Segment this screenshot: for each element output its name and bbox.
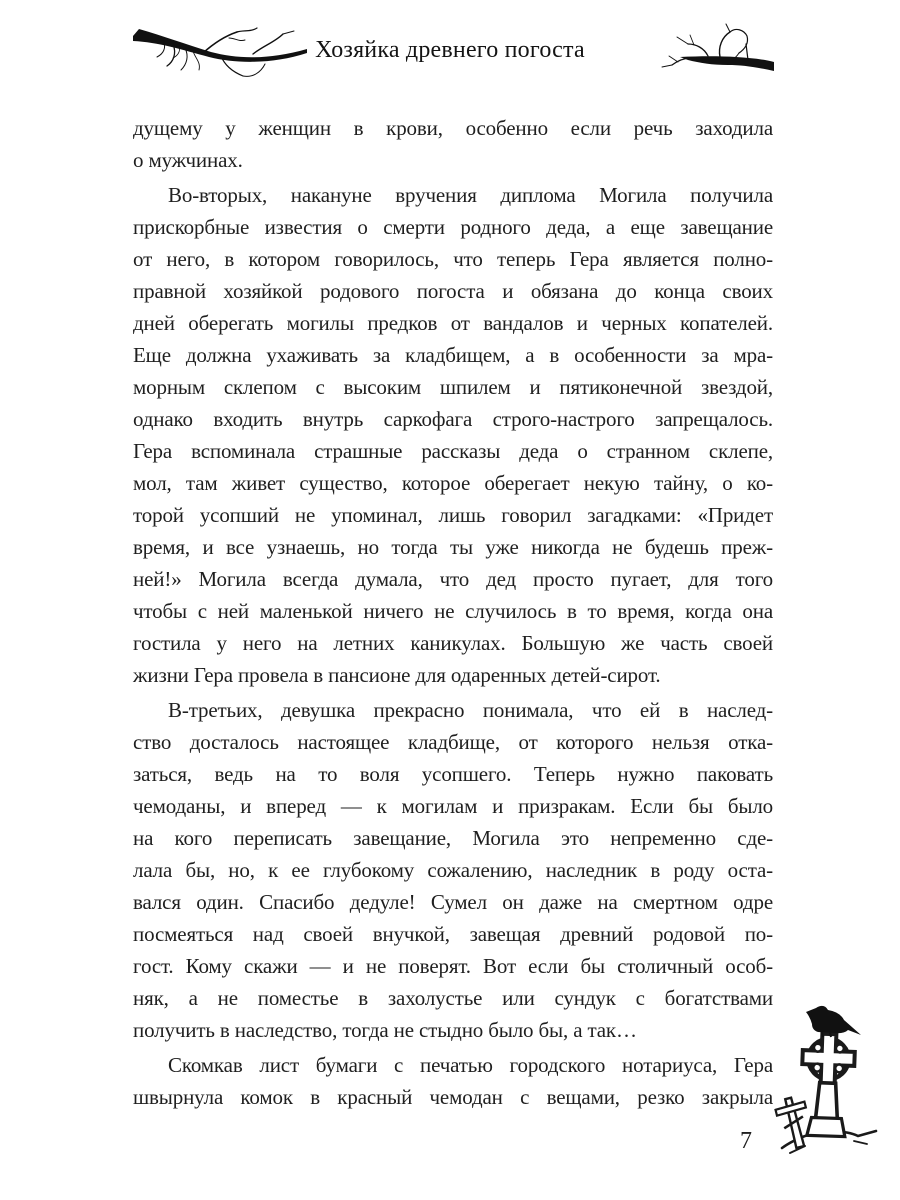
- text-line: лала бы, но, к ее глубокому сожалению, наследник в роду оста-: [133, 858, 773, 882]
- text-line: о мужчинах.: [133, 148, 243, 172]
- text-line: Гера вспоминала страшные рассказы деда о странном склепе,: [133, 439, 773, 463]
- text-line: ство досталось настоящее кладбище, от которого нельзя отка-: [133, 730, 773, 754]
- text-line: няк, а не поместье в захолустье или сундук с богатствами: [133, 986, 773, 1010]
- text-line: Во-вторых, накануне вручения диплома Могила получила: [168, 183, 773, 207]
- raven-silhouette: [806, 1006, 861, 1037]
- paragraph: [133, 694, 773, 1046]
- text-line: заться, ведь на то воля усопшего. Теперь нужно паковать: [133, 762, 773, 786]
- text-line: чемоданы, и вперед — к могилам и призракам. Если бы было: [133, 794, 773, 818]
- text-line: прискорбные известия о смерти родного деда, а еще завещание: [133, 215, 773, 239]
- text-line: получить в наследство, тогда не стыдно было бы, а так…: [133, 1018, 637, 1042]
- text-line: торой усопший не упоминал, лишь говорил загадками: «Придет: [133, 503, 773, 527]
- text-line: дущему у женщин в крови, особенно если речь заходила: [133, 116, 773, 140]
- page-number: 7: [740, 1128, 752, 1154]
- text-line: Еще должна ухаживать за кладбищем, а в особенности за мра-: [133, 343, 773, 367]
- raven-on-celtic-cross-icon: [770, 1002, 880, 1167]
- text-line: жизни Гера провела в пансионе для одаренных детей-сирот.: [133, 663, 661, 687]
- bare-branch-right-icon: [660, 22, 775, 92]
- text-line: Скомкав лист бумаги с печатью городского нотариуса, Гера: [168, 1053, 773, 1077]
- text-line: правной хозяйкой родового погоста и обязана до конца своих: [133, 279, 773, 303]
- paragraph: [133, 112, 773, 176]
- text-line: гостила у него на летних каникулах. Большую же часть своей: [133, 631, 773, 655]
- text-line: от него, в котором говорилось, что теперь Гера является полно-: [133, 247, 773, 271]
- text-line: ней!» Могила всегда думала, что дед просто пугает, для того: [133, 567, 773, 591]
- text-line: дней оберегать могилы предков от вандалов и черных копателей.: [133, 311, 773, 335]
- text-line: морным склепом с высоким шпилем и пятиконечной звездой,: [133, 375, 773, 399]
- text-line: вался один. Спасибо дедуле! Сумел он даже на смертном одре: [133, 890, 773, 914]
- text-line: чтобы с ней маленькой ничего не случилось в то время, когда она: [133, 599, 773, 623]
- text-line: на кого переписать завещание, Могила это непременно сде-: [133, 826, 773, 850]
- text-line: В-третьих, девушка прекрасно понимала, что ей в наслед-: [168, 698, 773, 722]
- body-text: [133, 112, 773, 1116]
- text-line: посмеяться над своей внучкой, завещая древний родовой по-: [133, 922, 773, 946]
- paragraph: [133, 179, 773, 691]
- text-line: время, и все узнаешь, но тогда ты уже никогда не будешь преж-: [133, 535, 773, 559]
- text-line: гост. Кому скажи — и не поверят. Вот если бы столичный особ-: [133, 954, 773, 978]
- page-title: Хозяйка древнего погоста: [315, 37, 585, 63]
- paragraph: [133, 1049, 773, 1113]
- text-line: мол, там живет существо, которое оберегает некую тайну, о ко-: [133, 471, 773, 495]
- text-line: швырнула комок в красный чемодан с вещами, резко закрыла: [133, 1085, 773, 1109]
- text-line: однако входить внутрь саркофага строго-настрого запрещалось.: [133, 407, 773, 431]
